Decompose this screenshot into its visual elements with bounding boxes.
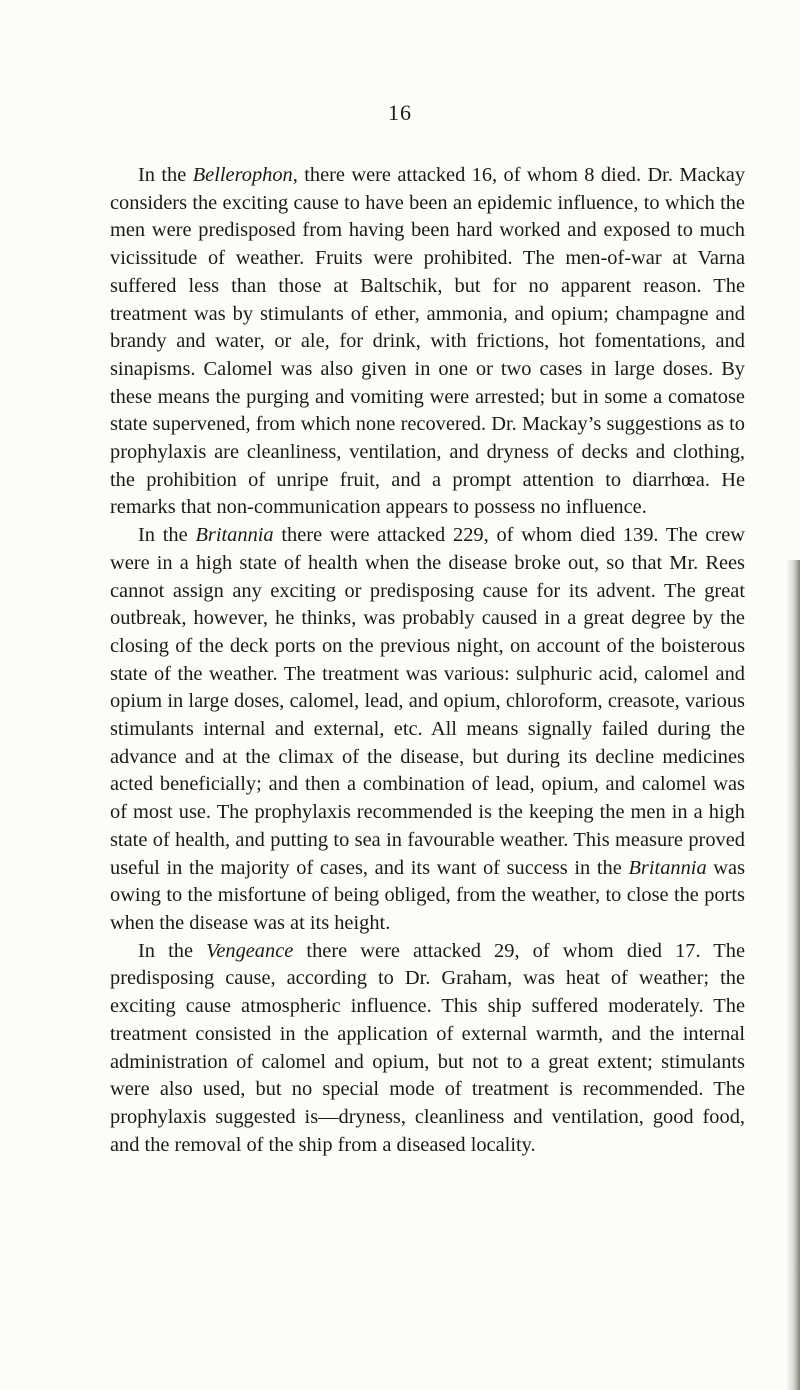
paragraph-britannia [110,522,745,938]
page-number: 16 [388,100,412,125]
paragraph-text: was owing to the misfortune of being obliged, from the weather, to close the ports when the disease was at its height. [110,856,745,934]
ship-name: Vengeance [206,939,294,962]
paragraph-vengeance [110,938,745,1160]
page-edge-shadow [786,560,800,1390]
ship-name: Britannia [195,524,274,547]
paragraph-bellerophon [110,162,745,522]
paragraph-text: In the [138,939,207,962]
paragraph-text: there were attacked 16, of whom 8 died. Dr. Mackay considers the exciting cause to have been an epidemic influence, to which the men were predisposed from having been hard worked and exposed to much vicissitude of weather. Fruits were prohibited. The men-of-war at Varna suffered less than those at Baltschik, but for no apparent reason. The treatment was by stimulants of ether, ammonia, and opium; champagne and brandy and water, or ale, for drink, with frictions, hot fomentations, and sinapisms. Calomel was also given in one or two cases in large doses. By these means the purging and vomiting were arrested; but in some a comatose state supervened, from which none recovered. Dr. Mackay’s suggestions as to prophylaxis are cleanliness, ventilation, and dryness of decks and clothing, the prohibition of unripe fruit, and a prompt attention to diarrhœa. He remarks that non-communication appears to possess no influence. [110,164,746,519]
paragraph-text: In the [138,524,196,547]
paragraph-text: there were attacked 229, of whom died 139. The crew were in a high state of health when the disease broke out, so that Mr. Rees cannot assign any exciting or predisposing cause for its advent. The great outbreak, however, he thinks, was probably caused in a great degree by the closing of the deck ports on the previous night, on account of the boisterous state of the weather. The treatment was various: sulphuric acid, calomel and opium in large doses, calomel, lead, and opium, chloroform, creasote, various stimulants internal and external, etc. All means signally failed during the advance and at the climax of the disease, but during its decline medicines acted beneficially; and then a combination of lead, opium, and calomel was of most use. The prophylaxis recommended is the keeping the men in a high state of health, and putting to sea in favourable weather. This measure proved useful in the majority of cases, and its want of success in the [110,524,746,879]
paragraph-text: there were attacked 29, of whom died 17. The predisposing cause, according to Dr. Graham, was heat of weather; the exciting cause atmospheric influence. This ship suffered moderately. The treatment consisted in the application of external warmth, and the internal administration of calomel and opium, but not to a great extent; stimulants were also used, but no special mode of treatment is recommended. The prophylaxis suggested is—dryness, cleanliness and ventilation, good food, and the removal of the ship from a diseased locality. [110,939,745,1156]
ship-name: Britannia [628,856,707,879]
ship-name: Bellerophon, [192,164,298,186]
body-text [110,162,745,1159]
paragraph-text: In the [138,164,193,186]
